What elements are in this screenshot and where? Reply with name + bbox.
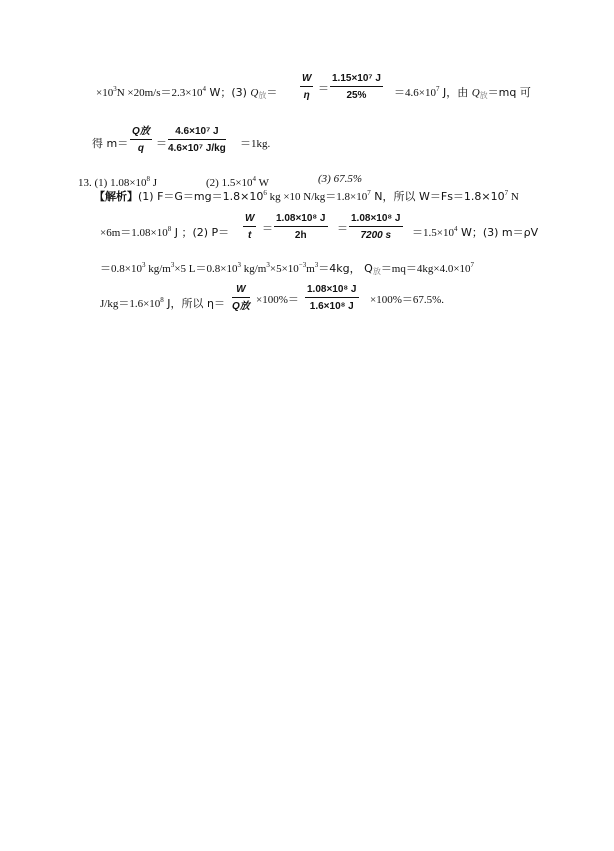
text: N，所以 W＝Fs＝1.8×10 xyxy=(370,190,505,203)
denominator: 7200 s xyxy=(360,230,392,241)
equals xyxy=(337,222,348,236)
text: 得 m＝ xyxy=(92,137,129,150)
text: ＝1kg. xyxy=(240,138,271,150)
fraction-q-over-q xyxy=(130,125,152,155)
symbol-q: Q xyxy=(471,87,480,99)
exponent: 7 xyxy=(504,189,509,197)
text: ×5 L＝0.8×10 xyxy=(174,263,238,275)
equals: ＝ xyxy=(266,87,278,99)
subscript: 放 xyxy=(372,267,381,276)
unit: W xyxy=(256,177,269,189)
text: W；(3) xyxy=(205,86,251,99)
denominator: t xyxy=(248,230,252,241)
solution-line-1 xyxy=(96,82,277,103)
numerator: W xyxy=(243,212,256,227)
exponent: 7 xyxy=(435,85,440,93)
text: ×100%＝67.5%. xyxy=(370,294,445,306)
equals xyxy=(156,137,167,151)
exponent: 3 xyxy=(266,261,270,269)
numerator: Q放 xyxy=(130,125,152,140)
equals: ＝ xyxy=(156,138,167,150)
text: ＝0.8×10 xyxy=(100,263,142,275)
equals: ＝ xyxy=(262,223,273,235)
denominator: 4.6×10⁷ J/kg xyxy=(168,143,226,154)
text: J/kg＝1.6×10 xyxy=(100,298,161,310)
efficiency-text xyxy=(256,293,299,307)
subscript: 放 xyxy=(479,91,488,100)
denominator: η xyxy=(303,90,310,101)
answer-1: (1) 1.08×10 xyxy=(94,177,147,189)
exponent: 7 xyxy=(367,189,371,197)
exponent: 7 xyxy=(470,261,475,269)
exponent: 8 xyxy=(167,225,172,233)
fraction-heat-over-fuel-value xyxy=(168,125,226,155)
analysis-line-2-tail xyxy=(412,222,538,240)
exponent: 8 xyxy=(160,296,164,304)
exponent: 4 xyxy=(202,85,206,93)
fraction-work-over-heat xyxy=(305,283,359,313)
solution-line-2-lead xyxy=(92,137,128,151)
text: ×10 xyxy=(96,87,114,99)
text: J ；(2) P＝ xyxy=(171,226,230,239)
numerator: 1.15×10⁷ J xyxy=(330,72,383,87)
text: J，所以 η＝ xyxy=(163,297,226,310)
fraction-energy-over-efficiency xyxy=(330,72,383,102)
exponent: 6 xyxy=(263,189,267,197)
fraction-w-over-t xyxy=(243,212,256,242)
text: m xyxy=(306,263,315,275)
solution-line-2-result xyxy=(240,137,270,151)
equals: ＝ xyxy=(337,223,348,235)
text: ×6m＝1.08×10 xyxy=(100,227,168,239)
text: J，由 xyxy=(439,86,472,99)
exponent: 4 xyxy=(453,225,458,233)
text: ＝4.6×10 xyxy=(394,87,436,99)
numerator: W xyxy=(232,283,250,298)
text: N ×20m/s＝2.3×10 xyxy=(116,87,203,99)
denominator: q xyxy=(137,143,144,154)
text: ×5×10 xyxy=(269,263,299,275)
fraction-work-over-hours xyxy=(274,212,328,242)
text: ×100%＝ xyxy=(256,294,299,306)
exponent: 4 xyxy=(252,175,257,183)
exponent: 3 xyxy=(141,261,146,269)
text: ＝mq＝4kg×4.0×10 xyxy=(380,263,471,275)
question-13-answer-3 xyxy=(318,172,362,186)
question-number: 13. xyxy=(78,177,95,189)
exponent: −3 xyxy=(298,261,307,269)
numerator: 1.08×10⁸ J xyxy=(274,212,328,227)
exponent: 3 xyxy=(113,85,117,93)
text: N xyxy=(508,191,519,203)
text: kg/m xyxy=(240,263,267,275)
efficiency-result xyxy=(370,293,444,307)
denominator: 2h xyxy=(294,230,307,241)
analysis-line-1 xyxy=(94,186,519,204)
unit: J xyxy=(150,177,158,189)
exponent: 3 xyxy=(314,261,319,269)
analysis-line-4 xyxy=(100,293,225,311)
equals xyxy=(318,82,329,96)
text: ＝mq 可 xyxy=(487,86,531,99)
subscript: 放 xyxy=(258,91,267,100)
exponent: 3 xyxy=(237,261,241,269)
denominator: 1.6×10⁸ J xyxy=(309,301,354,312)
numerator: 1.08×10⁸ J xyxy=(305,283,359,298)
text: kg/m xyxy=(145,263,171,275)
numerator: 1.08×10⁸ J xyxy=(349,212,403,227)
fraction-w-over-eta xyxy=(300,72,313,102)
fraction-w-over-q xyxy=(232,283,250,313)
numerator: W xyxy=(300,72,313,87)
answer-3: (3) 67.5% xyxy=(318,173,362,185)
equals: ＝ xyxy=(318,83,329,95)
analysis-label: 【解析】 xyxy=(94,190,138,203)
text: W；(3) m＝ρV xyxy=(457,226,539,239)
symbol-q: Q xyxy=(250,87,259,99)
denominator: Q放 xyxy=(232,301,250,312)
text: (1) F＝G＝mg＝1.8×10 xyxy=(138,190,264,203)
text: kg ×10 N/kg＝1.8×10 xyxy=(266,191,368,203)
exponent: 8 xyxy=(146,175,151,183)
exponent: 3 xyxy=(170,261,175,269)
analysis-line-3 xyxy=(100,258,474,279)
fraction-work-over-seconds xyxy=(349,212,403,242)
answer-2: (2) 1.5×10 xyxy=(206,177,253,189)
denominator: 25% xyxy=(346,90,367,101)
text: ＝1.5×10 xyxy=(412,227,454,239)
solution-line-1-tail xyxy=(394,82,531,103)
numerator: 4.6×10⁷ J xyxy=(168,125,226,140)
text: ＝4kg， Q xyxy=(318,262,373,275)
analysis-line-2 xyxy=(100,222,229,240)
equals xyxy=(262,222,273,236)
